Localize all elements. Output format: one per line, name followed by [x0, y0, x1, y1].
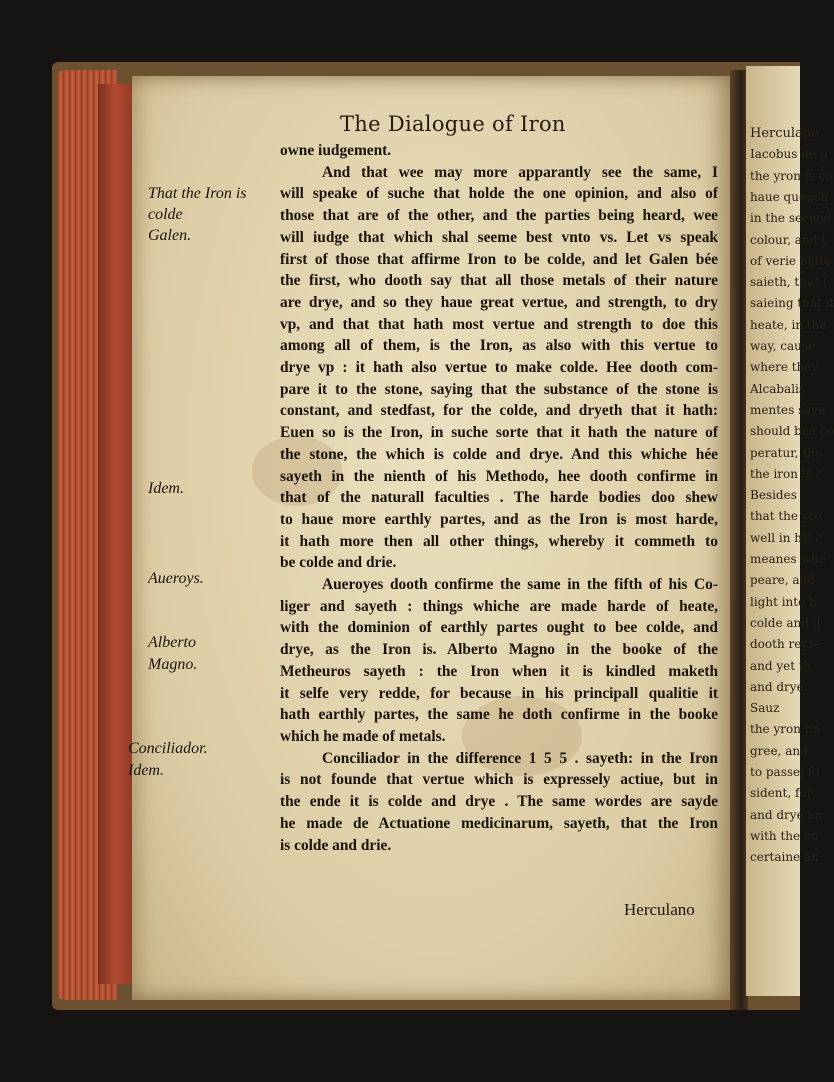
facing-page-line: Iacobus de p — [750, 147, 828, 162]
text-line: those that are of the other, and the parties being heard, wee — [280, 207, 718, 225]
facing-page-line: dooth reyse — [750, 637, 822, 652]
text-line: Conciliador in the difference 1 5 5 . sayeth: in the Iron — [322, 749, 718, 767]
facing-page-line: to passe, fo — [750, 765, 820, 779]
facing-page-line: and drye an — [750, 807, 823, 822]
facing-page-line: Herculano — [750, 126, 820, 141]
text-line: are drye, and so they haue great vertue, and strength, to dry — [280, 293, 718, 311]
text-line: owne iudgement. — [280, 142, 392, 159]
text-line: is not founde that vertue which is expressely actiue, but in — [280, 771, 718, 789]
facing-page-line: Alcabalis — [750, 381, 806, 396]
facing-page-line: colour, and t — [750, 232, 826, 247]
text-line: among all of them, is the Iron, as also with this vertue to — [280, 337, 718, 355]
facing-page-line: saieth, that t — [750, 275, 828, 290]
facing-page-line: gree, and — [750, 743, 808, 758]
text-line: pare it to the stone, saying that the substance of the stone is — [280, 380, 718, 398]
facing-page-line: certaine an — [750, 850, 819, 865]
text-line: hath earthly partes, the same he doth confirme in the booke — [280, 706, 718, 724]
text-line: the ende it is colde and drye . The same wordes are sayde — [280, 793, 718, 811]
text-line: Euen so is the Iron, in suche sorte that it hath the nature of — [280, 424, 718, 442]
text-line: liger and sayeth : things whiche are made harde of heate, — [280, 597, 718, 615]
facing-page-line: meanes whe — [750, 552, 826, 566]
text-line: he made de Actuatione medicinarum, sayeth, that the Iron — [280, 814, 718, 832]
margin-note: Alberto — [148, 634, 196, 651]
facing-page-line: and yet th — [750, 658, 812, 673]
margin-note: Magno. — [148, 656, 198, 673]
text-line: with the dominion of earthly partes ought to bee colde, and — [280, 619, 718, 637]
facing-page-line: in the second — [750, 211, 832, 226]
margin-note: Galen. — [148, 227, 192, 244]
text-line: drye vp : it hath also vertue to make colde. Hee dooth com- — [280, 359, 718, 377]
facing-page-line: peratur, tha — [750, 445, 822, 460]
text-line: which he made of metals. — [280, 727, 446, 745]
text-line: Aueroyes dooth confirme the same in the fifth of his Co- — [322, 576, 718, 594]
text-line: Metheuros sayeth : the Iron when it is kindled maketh — [280, 662, 718, 680]
facing-page-line: and drye. — [750, 679, 808, 694]
text-line: sayeth in the nienth of his Methodo, hee dooth confirme in — [280, 467, 718, 485]
text-line: is colde and drie. — [280, 836, 392, 854]
text-line: be colde and drie. — [280, 554, 397, 572]
margin-note: That the Iron is colde — [148, 185, 247, 223]
text-line: that of the naturall faculties . The harde bodies doo shew — [280, 489, 718, 507]
margin-note: Idem. — [128, 762, 164, 779]
running-head: The Dialogue of Iron — [340, 112, 566, 136]
catchword: Herculano — [624, 900, 695, 919]
text-line: vp, and that that hath most vertue and strength to doe this — [280, 315, 718, 333]
margin-note: Aueroys. — [148, 570, 204, 587]
facing-page-line: the iron is c — [750, 466, 823, 481]
facing-page-line: Sauz — [750, 701, 780, 716]
body-text — [280, 140, 718, 856]
facing-page-line: sident, for — [750, 786, 813, 801]
facing-page-line: the yron is co — [750, 168, 833, 183]
text-line: it hath more then all other things, whereby it commeth to — [280, 532, 718, 550]
margin-note: Idem. — [148, 480, 184, 497]
text-line: to haue more earthly partes, and as the Iron is most harde, — [280, 510, 718, 528]
text-line: first of those that affirme Iron to be colde, and let Galen bée — [280, 250, 718, 268]
text-line: drye, as the Iron is. Alberto Magno in the booke of the — [280, 641, 718, 659]
facing-page-line: Besides — [750, 488, 797, 503]
facing-page-line: mentes saye — [750, 402, 826, 417]
facing-page-line: that the yro — [750, 509, 822, 524]
text-line: will speake of suche that holde the one opinion, and also of — [280, 185, 718, 203]
facing-page-line: the yron ha — [750, 722, 820, 737]
facing-page-line: way, cause — [750, 339, 816, 353]
facing-page-line: peare, and — [750, 573, 815, 588]
facing-page-line: should bee co — [750, 424, 834, 439]
margin-note: Conciliador. — [128, 740, 208, 757]
facing-page-line: saieing that it — [750, 296, 834, 311]
text-line: the stone, the which is colde and drye. And this whiche hée — [280, 445, 718, 463]
facing-page-line: where they — [750, 360, 819, 375]
text-line: will iudge that which shal seeme best vnto vs. Let vs speak — [280, 228, 718, 246]
facing-page-line: light into h — [750, 594, 817, 609]
facing-page — [746, 66, 834, 996]
text-line: the first, who dooth say that all those metals of their nature — [280, 272, 718, 290]
text-line: it selfe very redde, for because in his principall qualitie it — [280, 684, 718, 702]
facing-page-line: with the co — [750, 828, 818, 843]
facing-page-line: of verie bette — [750, 253, 832, 268]
text-line: And that wee may more apparantly see the same, I — [322, 163, 718, 181]
text-line: constant, and stedfast, for the colde, and dryeth that it hath: — [280, 402, 718, 420]
facing-page-line: colde and d — [750, 615, 821, 630]
facing-page-line: well in his c — [750, 530, 823, 545]
facing-page-line: haue quench — [750, 189, 829, 204]
facing-page-line: heate, in the — [750, 317, 827, 332]
